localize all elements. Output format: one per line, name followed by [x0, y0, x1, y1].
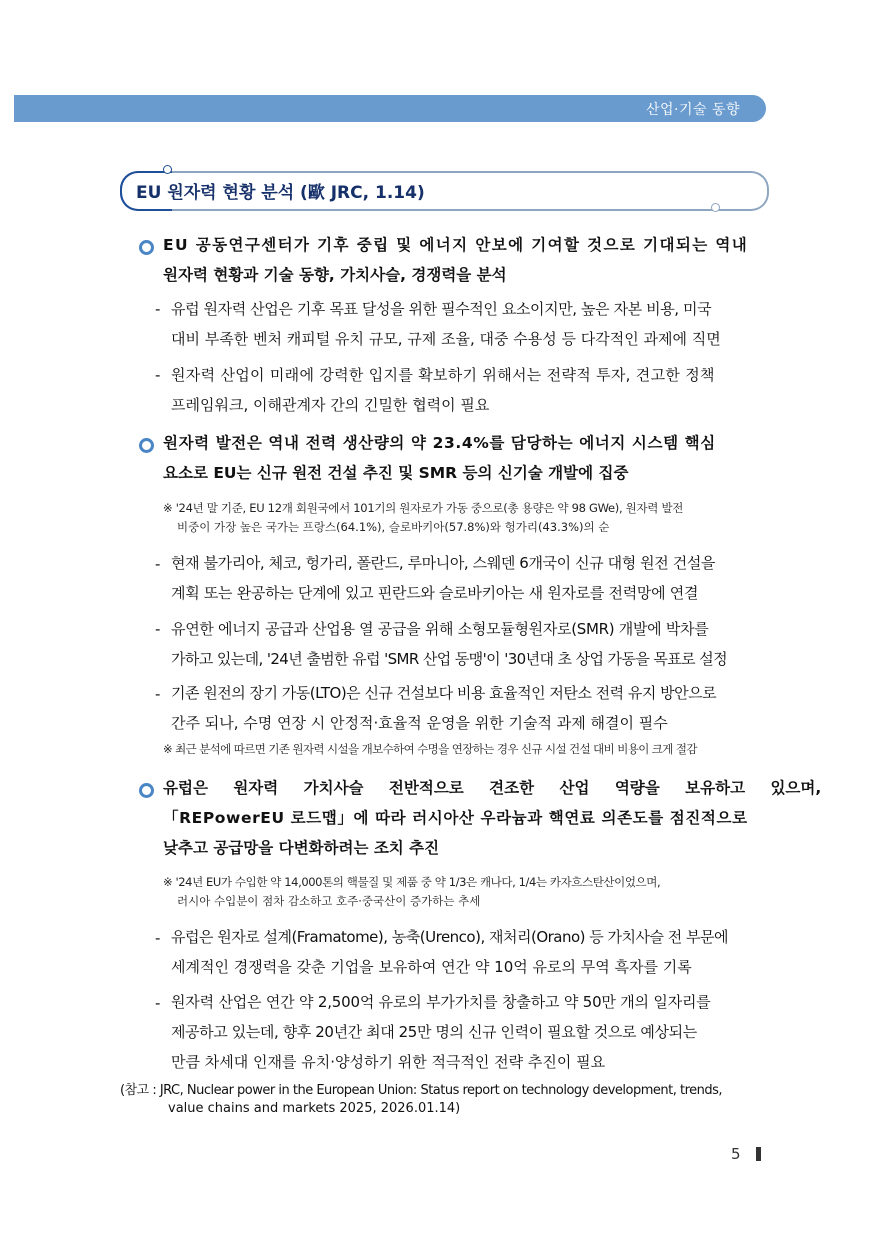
page-number-bar	[756, 1147, 761, 1161]
reference-note: (참고 : JRC, Nuclear power in the European Union: Status report on technology development, trends, value chains and markets 2025, 2026.01.14)	[120, 1083, 723, 1116]
detail-paragraph-7: 원자력 산업은 연간 약 2,500억 유로의 부가가치를 창출하고 약 50만 개의 일자리를 제공하고 있는데, 향후 20년간 최대 25만 명의 신규 인력이 필요할 것으로 예상되는 만큼 차세대 인재를 유치·양성하기 위한 적극적인 전략 추진이 필요	[171, 993, 711, 1071]
bullet-paragraph-3: 유럽은 원자력 가치사슬 전반적으로 견조한 산업 역량을 보유하고 있으며, 「REPowerEU 로드맵」에 따라 러시아산 우라늄과 핵연료 의존도를 점진적으로 낮추고 공급망을 다변화하려는 조치 추진	[163, 779, 822, 857]
note-3: ※ '24년 EU가 수입한 약 14,000톤의 핵물질 및 제품 중 약 1/3은 캐나다, 1/4는 카자흐스탄산이었으며, 러시아 수입분이 점차 감소하고 호주·중국산이 증가하는 추세	[163, 875, 661, 908]
note-1: ※ '24년 말 기준, EU 12개 회원국에서 101기의 원자로가 가동 중으로(총 용량은 약 98 GWe), 원자력 발전 비중이 가장 높은 국가는 프랑스(64.1%), 슬로바키아(57.8%)와 헝가리(43.3%)의 순	[163, 501, 684, 534]
detail-paragraph-1: 유럽 원자력 산업은 기후 목표 달성을 위한 필수적인 요소이지만, 높은 자본 비용, 미국 대비 부족한 벤처 캐피털 유치 규모, 규제 조율, 대중 수용성 등 다각적인 과제에 직면	[171, 300, 721, 348]
bullet-icon	[139, 438, 154, 453]
detail-paragraph-3: 현재 불가리아, 체코, 헝가리, 폴란드, 루마니아, 스웨덴 6개국이 신규 대형 원전 건설을 계획 또는 완공하는 단계에 있고 핀란드와 슬로바키아는 새 원자로를 전력망에 연결	[171, 554, 716, 602]
bullet-paragraph-2: 원자력 발전은 역내 전력 생산량의 약 23.4%를 담당하는 에너지 시스템 핵심 요소로 EU는 신규 원전 건설 추진 및 SMR 등의 신기술 개발에 집중	[163, 434, 716, 482]
dash-marker: -	[155, 685, 161, 703]
dash-marker: -	[155, 994, 161, 1012]
page-number: 5	[731, 1145, 741, 1163]
title-ornament-dot	[711, 203, 720, 212]
title-ornament-dot	[163, 165, 172, 174]
bullet-icon	[139, 783, 154, 798]
dash-marker: -	[155, 300, 161, 318]
bullet-paragraph-1: EU 공동연구센터가 기후 중립 및 에너지 안보에 기여할 것으로 기대되는 역내 원자력 현황과 기술 동향, 가치사슬, 경쟁력을 분석	[163, 236, 749, 284]
note-2: ※ 최근 분석에 따르면 기존 원자력 시설을 개보수하여 수명을 연장하는 경우 신규 시설 건설 대비 비용이 크게 절감	[163, 742, 697, 756]
detail-paragraph-6: 유럽은 원자로 설계(Framatome), 농축(Urenco), 재처리(Orano) 등 가치사슬 전 부문에 세계적인 경쟁력을 갖춘 기업을 보유하여 연간 약 10억 유로의 무역 흑자를 기록	[171, 928, 728, 976]
dash-marker: -	[155, 929, 161, 947]
article-title: EU 원자력 현황 분석 (歐 JRC, 1.14)	[136, 183, 425, 203]
detail-paragraph-5: 기존 원전의 장기 가동(LTO)은 신규 건설보다 비용 효율적인 저탄소 전력 유지 방안으로 간주 되나, 수명 연장 시 안정적·효율적 운영을 위한 기술적 과제 해결이 필수	[171, 684, 717, 732]
section-header-bar	[14, 95, 766, 122]
dash-marker: -	[155, 555, 161, 573]
bullet-icon	[139, 240, 154, 255]
dash-marker: -	[155, 620, 161, 638]
detail-paragraph-4: 유연한 에너지 공급과 산업용 열 공급을 위해 소형모듈형원자로(SMR) 개발에 박차를 가하고 있는데, '24년 출범한 유럽 'SMR 산업 동맹'이 '30년대 초 상업 가동을 목표로 설정	[171, 620, 728, 668]
section-label: 산업·기술 동향	[645, 102, 740, 118]
detail-paragraph-2: 원자력 산업이 미래에 강력한 입지를 확보하기 위해서는 전략적 투자, 견고한 정책 프레임워크, 이해관계자 간의 긴밀한 협력이 필요	[171, 366, 715, 414]
dash-marker: -	[155, 366, 161, 384]
